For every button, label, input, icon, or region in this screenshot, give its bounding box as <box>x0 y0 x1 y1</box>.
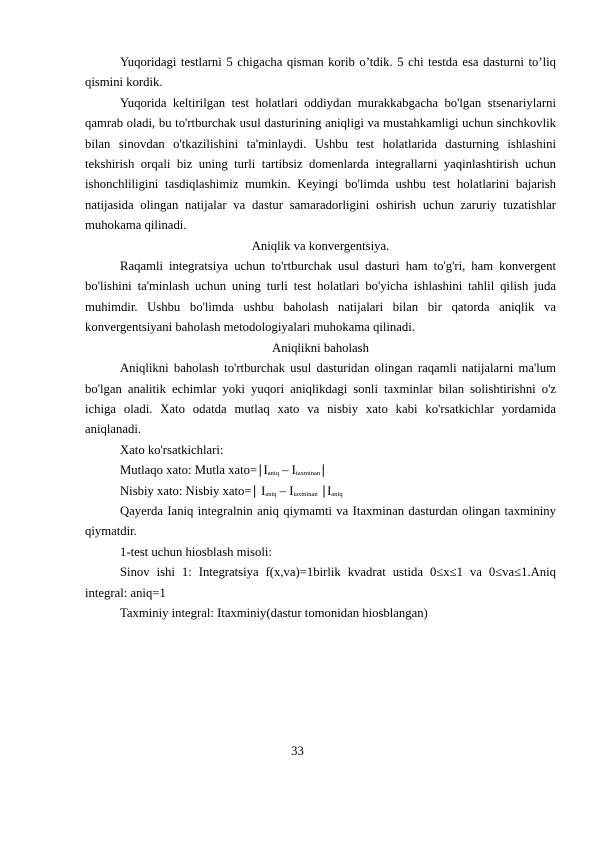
paragraph-accuracy-intro: Raqamli integratsiya uchun to'rtburchak usul dasturi ham to'g'ri, ham konvergent bo'lishini ta'minlash uchun uning turli test holatlari bo'yicha ishlashini tahlil qilish juda muhimdir. Ushbu bo'limda ushbu baholash natijalari bilan bir qatorda aniqlik va konvergentsiyani baholash metodologiyalari muhokama qilinadi. <box>85 259 556 335</box>
approximate-integral: Taxminiy integral: Itaxminiy(dastur tomonidan hiosblangan) <box>120 605 428 620</box>
paragraph-test-cases: Yuqorida keltirilgan test holatlari oddiydan murakkabgacha bo'lgan stsenariylarni qamrab oladi, bu to'rtburchak usul dasturining aniqligi va mustahkamligi uchun sinchkovlik bilan sinovdan o'tkazilishini ta'minlaydi. Ushbu test holatlarida dasturning ishlashini tekshirish orqali biz uning turli tartibsiz domenlarda integrallarni yaqinlashtirish uchun ishonchliligini tasdiqlashimiz mumkin. Keyingi bo'limda ushbu test holatlarini bajarish natijasida olingan natijalar va dastur samaradorligini oshirish uchun zaruriy tuzatishlar muhokama qilinadi. <box>85 95 556 233</box>
absolute-error-formula: Mutlaqo xato: Mutla $xato=∣I_{aniq}$ – $I_{taxminan}∣$ <box>120 463 327 478</box>
paragraph-where: Qayerda Ianiq integralnin aniq qiymamti va Itaxminan dasturdan olingan taxmininy qiymatdir. <box>85 503 556 539</box>
relative-error-formula: Nisbiy xato: Nisbiy xato=∣ $I_{aniq} - I_{taxminan}$ $∣I_{aniq}$ <box>120 483 343 498</box>
document-body <box>85 52 556 623</box>
page-number: 33 <box>291 744 304 758</box>
paragraph-accuracy-assessment: Aniqlikni baholash to'rtburchak usul dasturidan olingan raqamli natijalarni ma'lum bo'lgan analitik echimlar yoki yuqori aniqlikdagi sonli taxminlar bilan solishtirishni o'z ichiga oladi. Xato odatda mutlaq xato va nisbiy xato kabi ko'rsatkichlar yordamida aniqlanadi. <box>85 361 556 437</box>
heading-accuracy-convergence: Aniqlik va konvergentsiya. <box>251 238 390 253</box>
paragraph-intro: Yuqoridagi testlarni 5 chigacha qisman korib o’tdik. 5 chi testda esa dasturni to’liq qismini kordik. <box>85 55 556 90</box>
error-metrics-label: Xato ko'rsatkichlari: <box>120 442 224 457</box>
example-label: 1-test uchun hiosblash misoli: <box>120 544 272 559</box>
test-case-1: Sinov ishi 1: Integratsiya f(x,va)=1birlik kvadrat ustida 0≤x≤1 va 0≤va≤1.Aniq integral: aniq=1 <box>85 565 556 600</box>
heading-accuracy-assessment: Aniqlikni baholash <box>272 340 369 355</box>
